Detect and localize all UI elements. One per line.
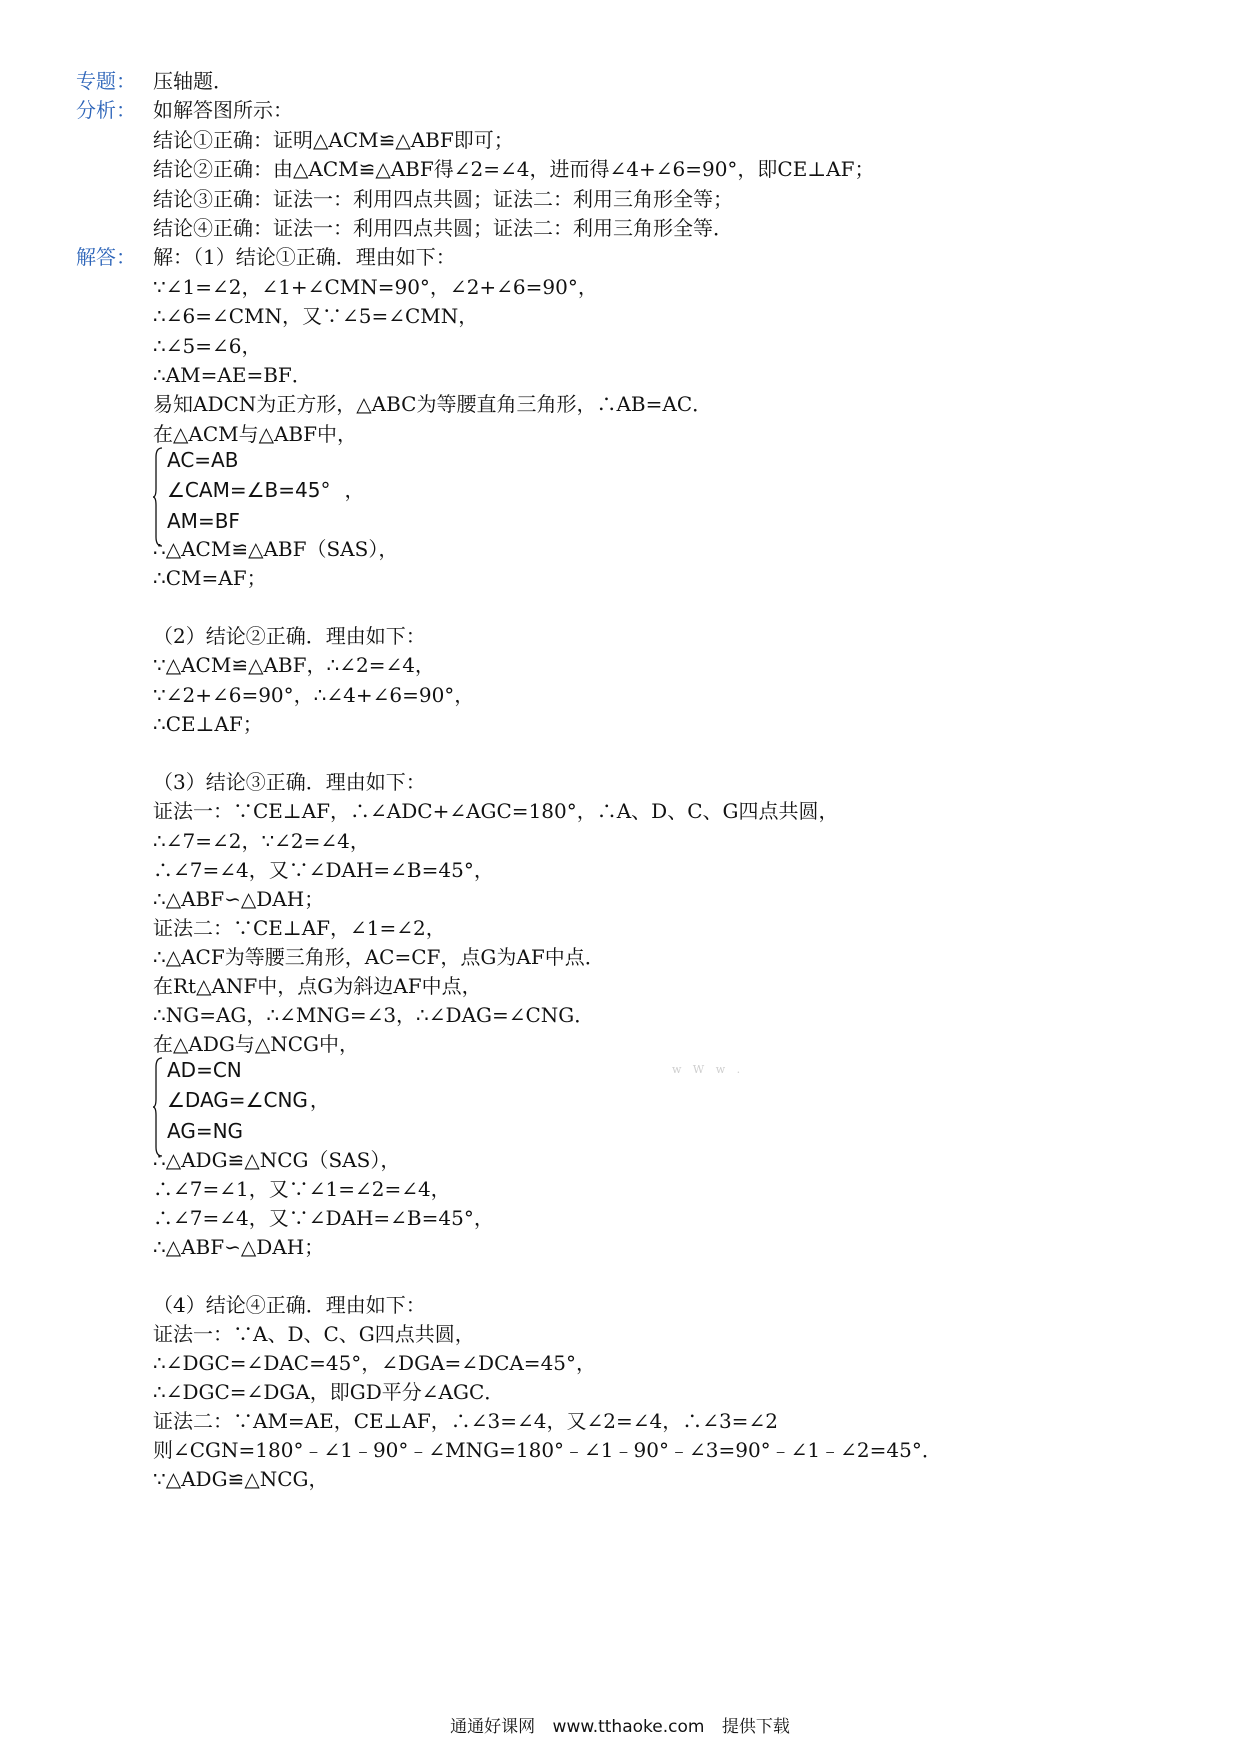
proof-line: ∴△ABF∽△DAH；: [153, 887, 325, 911]
footer-site-name: 通通好课网: [450, 1717, 536, 1737]
analysis-text: 如解答图所示：: [153, 98, 293, 122]
footer: [0, 1712, 1240, 1737]
topic-text: 压轴题．: [153, 69, 233, 93]
left-brace-icon: [153, 1057, 163, 1157]
equation: AC=AB: [167, 448, 239, 472]
proof-line: ∴∠6=∠CMN，又∵∠5=∠CMN，: [153, 304, 479, 328]
equation: ∠CAM=∠B=45° ，: [167, 478, 365, 502]
proof-line: ∴∠7=∠1，又∵∠1=∠2=∠4，: [153, 1177, 451, 1201]
answer-text: 解：（1）结论①正确．理由如下：: [153, 245, 456, 269]
proof-line: 在△ACM与△ABF中，: [153, 422, 358, 446]
proof-line: ∴∠7=∠2，∵∠2=∠4，: [153, 829, 370, 853]
proof-line: ∴∠7=∠4，又∵∠DAH=∠B=45°，: [153, 858, 494, 882]
equation: AG=NG: [167, 1119, 244, 1143]
equation: ∠DAG=∠CNG ，: [167, 1088, 330, 1112]
proof-line: 则∠CGN=180°﹣∠1﹣90°﹣∠MNG=180°﹣∠1﹣90°﹣∠3=90°﹣∠1﹣∠2=45°．: [153, 1438, 942, 1462]
proof-line: ∴∠DGC=∠DAC=45°，∠DGA=∠DCA=45°，: [153, 1351, 597, 1375]
proof-line: ∴CM=AF；: [153, 566, 267, 590]
proof-line: （2）结论②正确．理由如下：: [153, 624, 426, 648]
analysis-row: [76, 94, 1180, 127]
proof-line: ∴△ACF为等腰三角形，AC=CF，点G为AF中点．: [153, 945, 605, 969]
proof-line: ∵△ACM≌△ABF，∴∠2=∠4，: [153, 653, 435, 677]
footer-suffix: 提供下载: [721, 1717, 790, 1737]
proof-line: ∴AM=AE=BF．: [153, 363, 312, 387]
answer-label: 解答：: [76, 245, 136, 269]
footer-url: www.tthaoke.com: [552, 1717, 705, 1737]
proof-line: 证法一：∵A、D、C、G四点共圆，: [153, 1322, 475, 1346]
proof-line: 证法二：∵AM=AE，CE⊥AF，∴∠3=∠4，又∠2=∠4，∴∠3=∠2: [153, 1409, 778, 1433]
equation-system: [153, 1057, 373, 1157]
proof-line: （3）结论③正确．理由如下：: [153, 770, 426, 794]
analysis-line: 结论②正确：由△ACM≌△ABF得∠2=∠4，进而得∠4+∠6=90°，即CE⊥AF；: [153, 157, 875, 181]
watermark: w W w .: [672, 1063, 745, 1076]
equation-system: [153, 447, 373, 547]
equation: AD=CN: [167, 1058, 242, 1082]
proof-line: ∴△ADG≌△NCG（SAS），: [153, 1148, 401, 1172]
proof-line: ∴∠DGC=∠DGA，即GD平分∠AGC．: [153, 1380, 505, 1404]
topic-label: 专题：: [76, 69, 136, 93]
proof-line: ∴NG=AG，∴∠MNG=∠3，∴∠DAG=∠CNG．: [153, 1003, 595, 1027]
proof-line: ∴△ABF∽△DAH；: [153, 1235, 325, 1259]
analysis-label: 分析：: [76, 98, 136, 122]
analysis-line: 结论①正确：证明△ACM≌△ABF即可；: [153, 128, 514, 152]
answer-row: [76, 241, 1180, 274]
analysis-line: 结论④正确：证法一：利用四点共圆；证法二：利用三角形全等．: [153, 216, 733, 240]
proof-line: ∴∠5=∠6，: [153, 334, 262, 358]
proof-line: ∵△ADG≌△NCG，: [153, 1467, 329, 1491]
proof-line: 易知ADCN为正方形，△ABC为等腰直角三角形，∴AB=AC．: [153, 392, 713, 416]
proof-line: 证法二：∵CE⊥AF，∠1=∠2，: [153, 916, 446, 940]
proof-line: ∴∠7=∠4，又∵∠DAH=∠B=45°，: [153, 1206, 494, 1230]
proof-line: ∵∠2+∠6=90°，∴∠4+∠6=90°，: [153, 683, 475, 707]
equation: AM=BF: [167, 509, 240, 533]
left-brace-icon: [153, 447, 163, 547]
analysis-line: 结论③正确：证法一：利用四点共圆；证法二：利用三角形全等；: [153, 187, 733, 211]
proof-line: 证法一：∵CE⊥AF，∴∠ADC+∠AGC=180°，∴A、D、C、G四点共圆，: [153, 799, 839, 823]
proof-line: 在Rt△ANF中，点G为斜边AF中点，: [153, 974, 482, 998]
proof-line: （4）结论④正确．理由如下：: [153, 1293, 426, 1317]
proof-line: 在△ADG与△NCG中，: [153, 1032, 359, 1056]
proof-line: ∵∠1=∠2，∠1+∠CMN=90°，∠2+∠6=90°，: [153, 275, 598, 299]
proof-line: ∴△ACM≌△ABF（SAS），: [153, 537, 399, 561]
proof-line: ∴CE⊥AF；: [153, 712, 263, 736]
